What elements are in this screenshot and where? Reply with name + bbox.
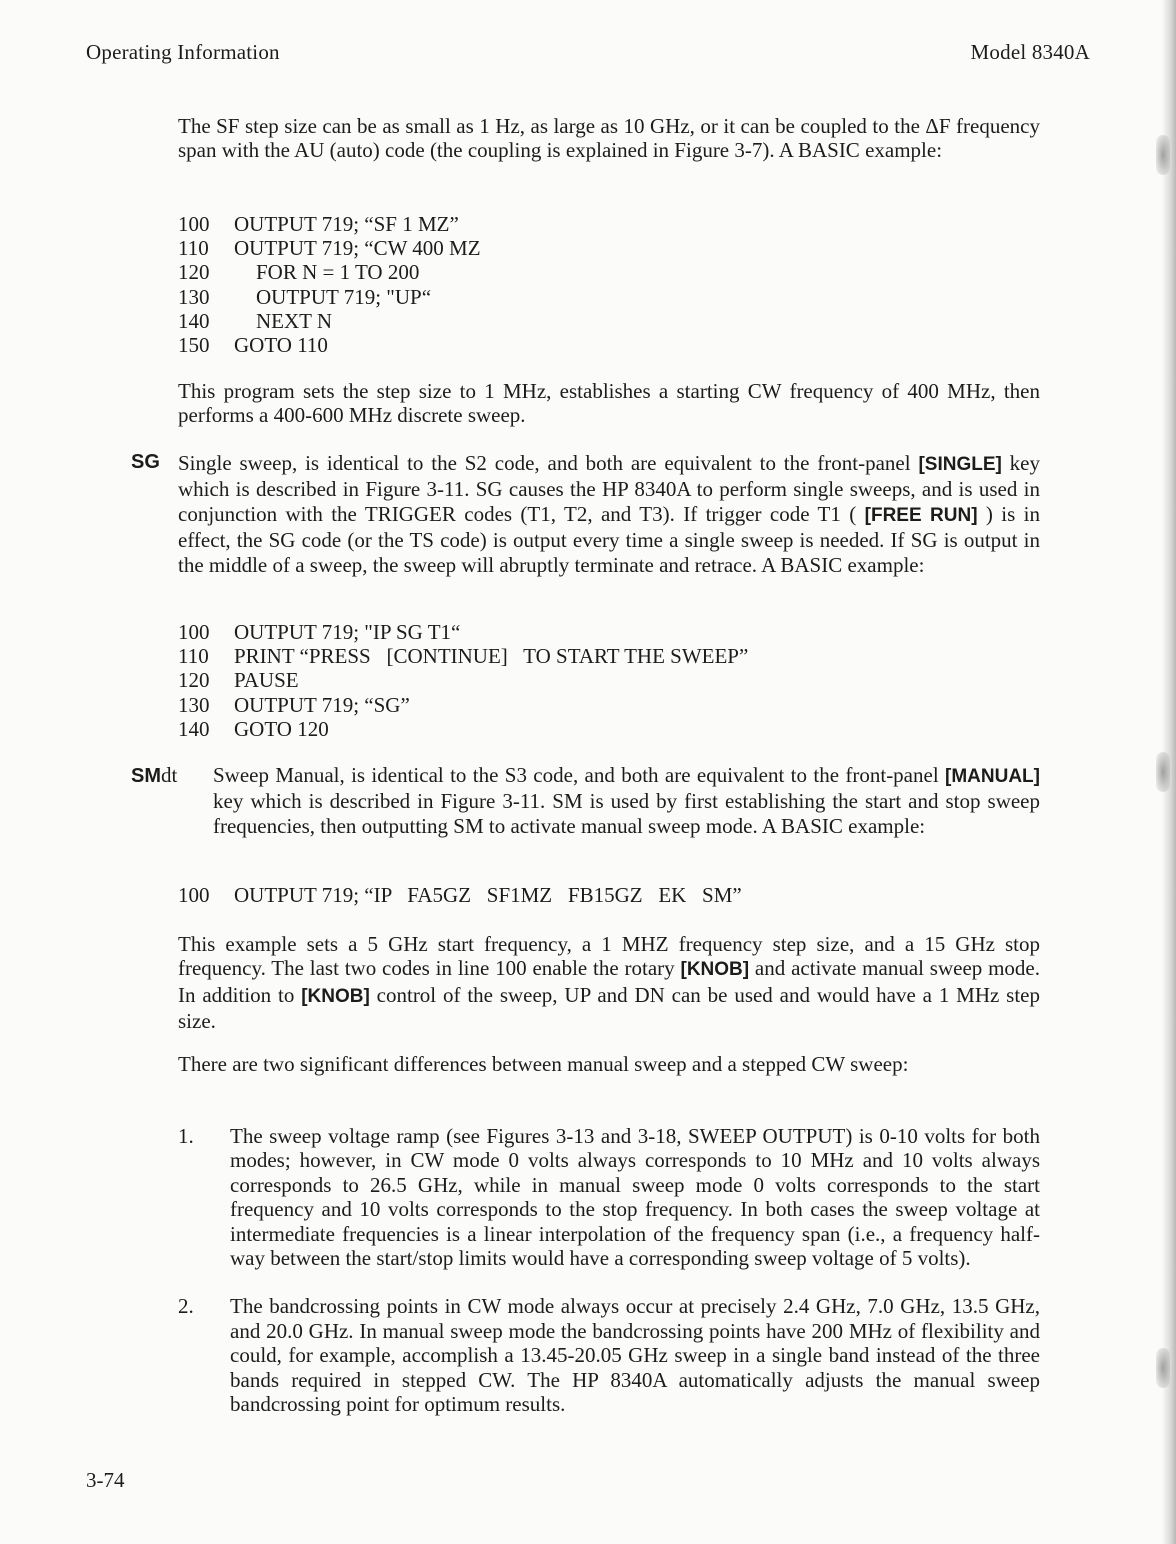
line-number: 140: [178, 716, 210, 741]
sg-code-line: [178, 620, 748, 644]
code-statement: OUTPUT 719; “CW 400 MZ: [234, 236, 481, 261]
sg-code-line: [178, 693, 748, 717]
sf-code-line: [178, 309, 481, 333]
manual-key: [MANUAL]: [945, 766, 1040, 787]
single-key: [SINGLE]: [918, 454, 1002, 475]
code-statement: OUTPUT 719; “IP FA5GZ SF1MZ FB15GZ EK SM”: [234, 883, 742, 907]
line-number: 100: [178, 883, 210, 907]
list-item: [178, 1294, 1040, 1416]
sm-label-suffix: dt: [161, 763, 178, 787]
sm-code-label: [131, 763, 177, 788]
model-title: Model 8340A: [970, 40, 1090, 64]
sg-code-line: [178, 668, 748, 692]
free-run-key: [FREE RUN]: [864, 504, 978, 526]
code-statement: GOTO 120: [234, 716, 329, 741]
sg-text-1: Single sweep, is identical to the S2 code, and both are equivalent to the front-panel: [178, 451, 919, 475]
differences-paragraph: There are two significant differences between manual sweep and a stepped CW sweep:: [178, 1052, 909, 1076]
knob-key: [KNOB]: [301, 985, 370, 1007]
sf-code-line: [178, 212, 481, 236]
line-number: 100: [178, 212, 210, 236]
example-text-1: This example sets a 5 GHz start frequency, a 1 MHZ frequency step size, and a 15 GHz stop frequency. The last two codes in line 100 enable the rotary: [178, 932, 1040, 981]
sg-code-line: [178, 644, 748, 668]
list-item-text: The bandcrossing points in CW mode always occur at precisely 2.4 GHz, 7.0 GHz, 13.5 GHz, and 20.0 GHz. In manual sweep mode the bandcrossing points have 200 MHz of flexibility and could, for example, accomplish a 13.45-20.05 GHz sweep in a single band instead of the three bands required in stepped CW. The HP 8340A automatically adjusts the manual sweep bandcrossing point for optimum results.: [230, 1294, 1040, 1417]
example-text-2: and activate manual sweep mode. In addition to: [178, 956, 1040, 1007]
list-item-number: 2.: [178, 1294, 194, 1319]
binder-hole-mark: [1156, 1348, 1170, 1388]
line-number: 100: [178, 620, 210, 644]
line-number: 110: [178, 644, 209, 669]
sm-code-line: [178, 883, 742, 907]
line-number: 120: [178, 668, 210, 693]
list-item-number: 1.: [178, 1124, 194, 1148]
sf-code-line: [178, 236, 481, 260]
line-number: 120: [178, 260, 210, 285]
sm-paragraph: [213, 763, 1040, 838]
code-statement: PRINT “PRESS [CONTINUE] TO START THE SWEEP”: [234, 644, 749, 669]
intro-paragraph: The SF step size can be as small as 1 Hz, as large as 10 GHz, or it can be coupled to the ΔF frequency span with the AU (auto) code (the coupling is explained in Figure 3-7). A BASIC example:: [178, 114, 1040, 163]
binder-hole-mark: [1156, 135, 1170, 175]
binder-hole-mark: [1156, 752, 1170, 792]
code-statement: FOR N = 1 TO 200: [256, 260, 420, 285]
code-block-sg: [178, 620, 748, 741]
line-number: 150: [178, 333, 210, 358]
sg-code-label: SG: [131, 451, 160, 473]
example-paragraph: [178, 932, 1040, 1034]
sm-text-2: key which is described in Figure 3-11. SM is used by first establishing the start and stop sweep frequencies, then outputting SM to activate manual sweep mode. A BASIC example:: [213, 789, 1040, 838]
line-number: 110: [178, 236, 209, 261]
code-statement: OUTPUT 719; "IP SG T1“: [234, 620, 461, 644]
sg-paragraph: [178, 451, 1040, 577]
code-statement: OUTPUT 719; “SF 1 MZ”: [234, 212, 459, 236]
sg-code-line: [178, 717, 748, 741]
sm-text-1: Sweep Manual, is identical to the S3 code, and both are equivalent to the front-panel: [213, 763, 946, 787]
sg-text-2: key which is described in Figure 3-11. SG causes the HP 8340A to perform single sweeps, and is used in conjunction with the TRIGGER codes (T1, T2, and T3). If trigger code T1 (: [178, 451, 1040, 526]
sf-code-line: [178, 285, 481, 309]
sf-code-line: [178, 333, 481, 357]
section-title: Operating Information: [86, 40, 280, 64]
sf-code-line: [178, 260, 481, 284]
differences-list: [178, 1124, 1040, 1440]
code-statement: GOTO 110: [234, 333, 328, 358]
code-statement: PAUSE: [234, 668, 299, 693]
sg-text-3: ) is in effect, the SG code (or the TS code) is output every time a single sweep is needed. If SG is output in the middle of a sweep, the sweep will abruptly terminate and retrace. A BASIC example:: [178, 501, 1041, 577]
sm-label-text: SM: [131, 765, 161, 787]
line-number: 130: [178, 284, 210, 309]
code-statement: OUTPUT 719; "UP“: [256, 284, 432, 309]
code-statement: OUTPUT 719; “SG”: [234, 692, 410, 717]
code-block-sf: [178, 212, 481, 357]
code-statement: NEXT N: [256, 308, 333, 333]
example-text-3: control of the sweep, UP and DN can be used and would have a 1 MHz step size.: [178, 982, 1040, 1034]
line-number: 130: [178, 692, 210, 717]
sf-explanation-paragraph: This program sets the step size to 1 MHz, establishes a starting CW frequency of 400 MHz, then performs a 400-600 MHz discrete sweep.: [178, 379, 1040, 428]
line-number: 140: [178, 308, 210, 333]
code-block-sm: [178, 883, 742, 907]
list-item-text: The sweep voltage ramp (see Figures 3-13 and 3-18, SWEEP OUTPUT) is 0-10 volts for both modes; however, in CW mode 0 volts always corresponds to 10 MHz and 10 volts always corresponds to 26.5 GHz, while in manual sweep mode 0 volts corresponds to the start frequency and 10 volts corresponds to the stop frequency. In both cases the sweep voltage at intermediate frequencies is a linear interpolation of the frequency span (i.e., a frequency half-way between the start/stop limits would have a corresponding sweep voltage of 5 volts).: [230, 1124, 1040, 1271]
knob-key: [KNOB]: [680, 959, 750, 981]
page-number: 3-74: [86, 1468, 125, 1492]
list-item: [178, 1124, 1040, 1270]
